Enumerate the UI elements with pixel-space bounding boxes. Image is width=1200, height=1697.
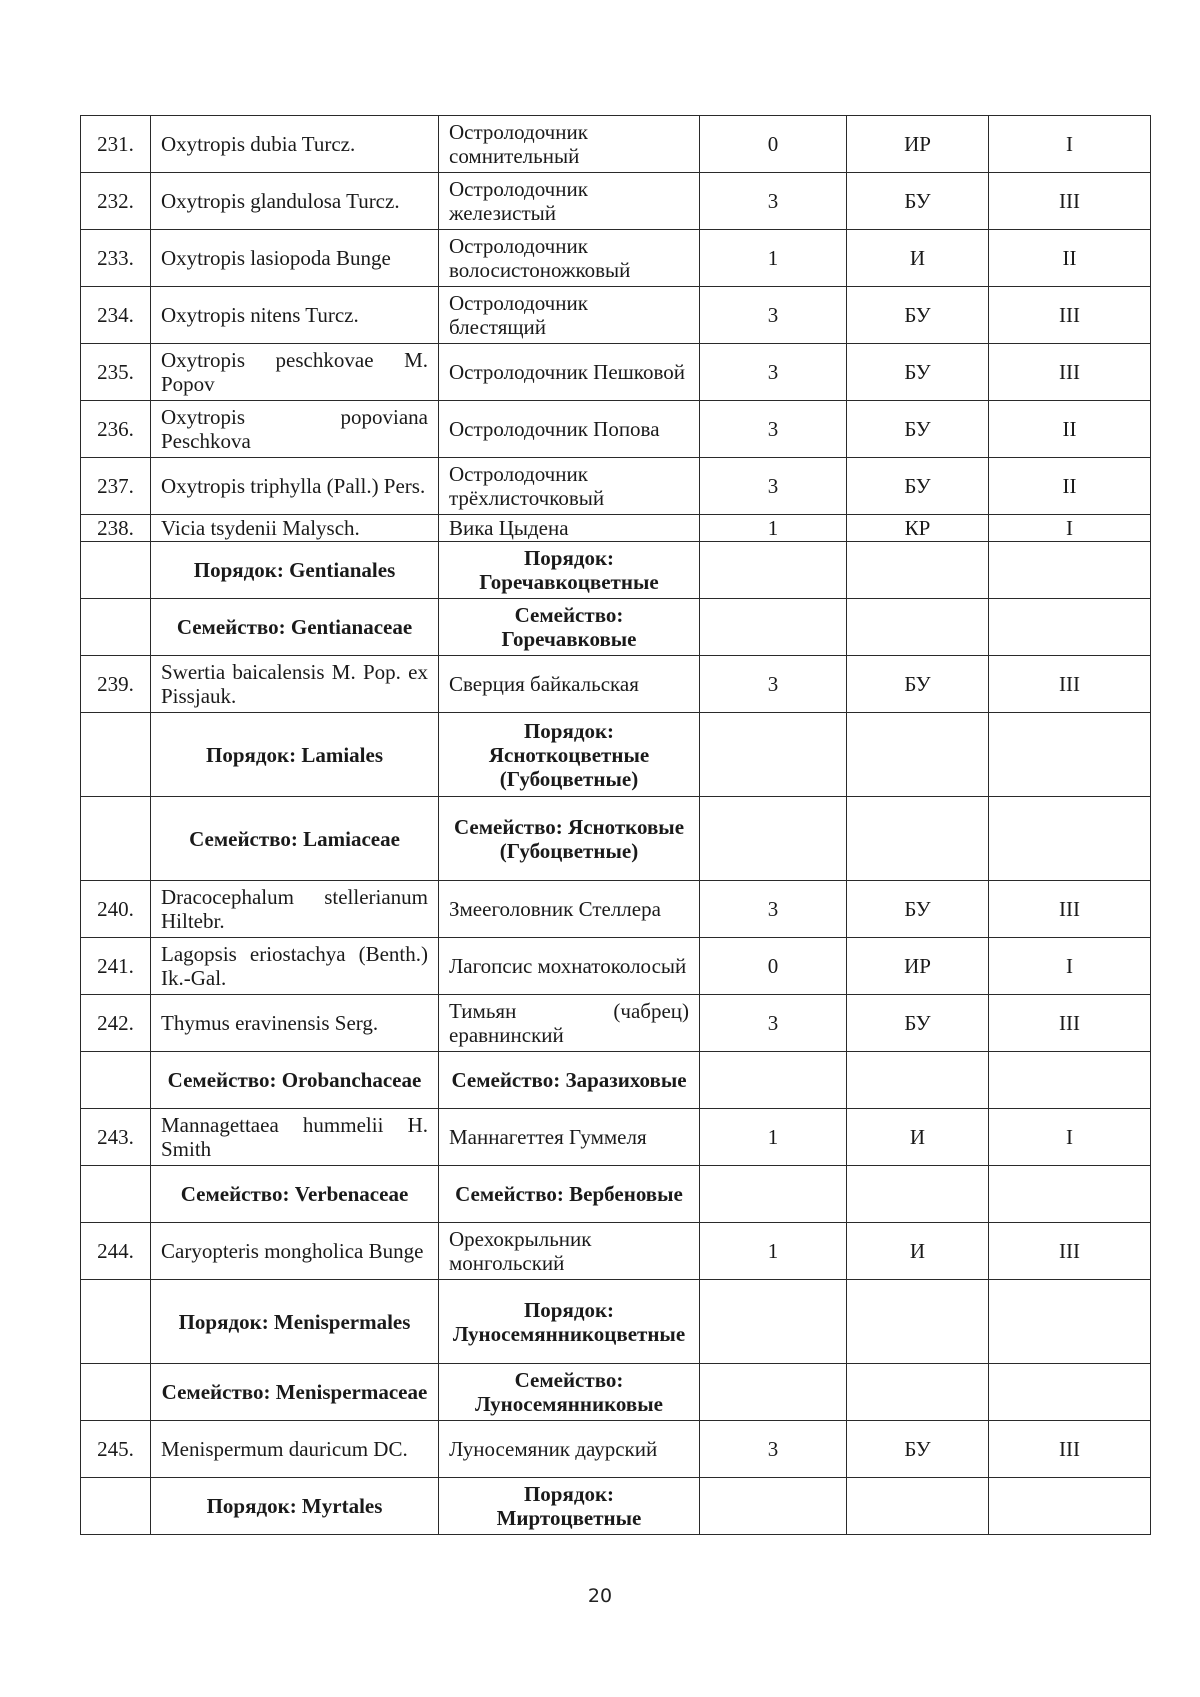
latin-name-cell: Thymus eravinensis Serg. xyxy=(151,995,439,1052)
priority-cell: III xyxy=(989,881,1151,938)
priority-cell: III xyxy=(989,287,1151,344)
priority-cell: I xyxy=(989,1109,1151,1166)
category-cell xyxy=(700,797,847,881)
table-row xyxy=(81,401,1151,458)
row-number-cell: 245. xyxy=(81,1421,151,1478)
russian-name-cell: Тимьян (чабрец) еравнинский xyxy=(439,995,700,1052)
category-cell: 3 xyxy=(700,656,847,713)
priority-cell: I xyxy=(989,515,1151,542)
table-row xyxy=(81,116,1151,173)
category-cell: 3 xyxy=(700,458,847,515)
russian-name-cell: Маннагеттея Гуммеля xyxy=(439,1109,700,1166)
status-cell: БУ xyxy=(847,401,989,458)
status-cell: И xyxy=(847,1109,989,1166)
status-cell: БУ xyxy=(847,881,989,938)
taxon-header-row xyxy=(81,542,1151,599)
russian-name-cell: Остролодочник железистый xyxy=(439,173,700,230)
row-number-cell xyxy=(81,1052,151,1109)
row-number-cell: 235. xyxy=(81,344,151,401)
russian-name-cell: Порядок: Ясноткоцветные (Губоцветные) xyxy=(439,713,700,797)
table-row xyxy=(81,230,1151,287)
latin-name-cell: Семейство: Verbenaceae xyxy=(151,1166,439,1223)
table-body xyxy=(81,116,1151,1535)
latin-name-cell: Семейство: Orobanchaceae xyxy=(151,1052,439,1109)
latin-name-cell: Порядок: Myrtales xyxy=(151,1478,439,1535)
table-row xyxy=(81,995,1151,1052)
table-row xyxy=(81,515,1151,542)
russian-name-cell: Змееголовник Стеллера xyxy=(439,881,700,938)
latin-name-cell: Семейство: Menispermaceae xyxy=(151,1364,439,1421)
priority-cell: II xyxy=(989,458,1151,515)
row-number-cell: 232. xyxy=(81,173,151,230)
taxon-header-row xyxy=(81,1052,1151,1109)
row-number-cell: 236. xyxy=(81,401,151,458)
status-cell xyxy=(847,1052,989,1109)
row-number-cell: 231. xyxy=(81,116,151,173)
russian-name-cell: Порядок: Луносемянникоцветные xyxy=(439,1280,700,1364)
priority-cell xyxy=(989,1052,1151,1109)
russian-name-cell: Орехокрыльник монгольский xyxy=(439,1223,700,1280)
status-cell xyxy=(847,797,989,881)
latin-name-cell: Порядок: Lamiales xyxy=(151,713,439,797)
status-cell xyxy=(847,1280,989,1364)
latin-name-cell: Dracocephalum stellerianum Hiltebr. xyxy=(151,881,439,938)
status-cell xyxy=(847,542,989,599)
status-cell: КР xyxy=(847,515,989,542)
category-cell: 3 xyxy=(700,1421,847,1478)
status-cell: БУ xyxy=(847,344,989,401)
category-cell: 1 xyxy=(700,1109,847,1166)
priority-cell: I xyxy=(989,938,1151,995)
latin-name-cell: Oxytropis triphylla (Pall.) Pers. xyxy=(151,458,439,515)
priority-cell: II xyxy=(989,230,1151,287)
species-table xyxy=(80,115,1151,1535)
status-cell: ИР xyxy=(847,938,989,995)
category-cell: 1 xyxy=(700,515,847,542)
priority-cell: III xyxy=(989,656,1151,713)
row-number-cell: 243. xyxy=(81,1109,151,1166)
category-cell: 3 xyxy=(700,344,847,401)
latin-name-cell: Порядок: Gentianales xyxy=(151,542,439,599)
row-number-cell: 242. xyxy=(81,995,151,1052)
status-cell: БУ xyxy=(847,173,989,230)
row-number-cell xyxy=(81,542,151,599)
latin-name-cell: Caryopteris mongholica Bunge xyxy=(151,1223,439,1280)
row-number-cell xyxy=(81,599,151,656)
priority-cell: II xyxy=(989,401,1151,458)
taxon-header-row xyxy=(81,599,1151,656)
row-number-cell xyxy=(81,1478,151,1535)
category-cell: 1 xyxy=(700,230,847,287)
category-cell: 3 xyxy=(700,287,847,344)
russian-name-cell: Остролодочник трёхлисточковый xyxy=(439,458,700,515)
row-number-cell xyxy=(81,1280,151,1364)
priority-cell: III xyxy=(989,1223,1151,1280)
category-cell xyxy=(700,1166,847,1223)
row-number-cell: 239. xyxy=(81,656,151,713)
table-row xyxy=(81,458,1151,515)
table-row xyxy=(81,173,1151,230)
priority-cell: III xyxy=(989,344,1151,401)
row-number-cell: 234. xyxy=(81,287,151,344)
russian-name-cell: Семейство: Яснотковые (Губоцветные) xyxy=(439,797,700,881)
status-cell: ИР xyxy=(847,116,989,173)
taxon-header-row xyxy=(81,1280,1151,1364)
russian-name-cell: Луносемяник даурский xyxy=(439,1421,700,1478)
latin-name-cell: Oxytropis dubia Turcz. xyxy=(151,116,439,173)
russian-name-cell: Остролодочник сомнительный xyxy=(439,116,700,173)
russian-name-cell: Семейство: Луносемянниковые xyxy=(439,1364,700,1421)
row-number-cell xyxy=(81,713,151,797)
row-number-cell xyxy=(81,1364,151,1421)
priority-cell: III xyxy=(989,1421,1151,1478)
priority-cell xyxy=(989,713,1151,797)
priority-cell xyxy=(989,1280,1151,1364)
status-cell xyxy=(847,713,989,797)
latin-name-cell: Vicia tsydenii Malysch. xyxy=(151,515,439,542)
category-cell: 0 xyxy=(700,116,847,173)
latin-name-cell: Oxytropis peschkovae M. Popov xyxy=(151,344,439,401)
status-cell xyxy=(847,599,989,656)
row-number-cell: 241. xyxy=(81,938,151,995)
russian-name-cell: Остролодочник блестящий xyxy=(439,287,700,344)
latin-name-cell: Oxytropis lasiopoda Bunge xyxy=(151,230,439,287)
row-number-cell: 233. xyxy=(81,230,151,287)
priority-cell xyxy=(989,542,1151,599)
russian-name-cell: Порядок: Миртоцветные xyxy=(439,1478,700,1535)
russian-name-cell: Сверция байкальская xyxy=(439,656,700,713)
priority-cell: I xyxy=(989,116,1151,173)
status-cell: БУ xyxy=(847,1421,989,1478)
row-number-cell: 240. xyxy=(81,881,151,938)
priority-cell xyxy=(989,599,1151,656)
status-cell: БУ xyxy=(847,287,989,344)
table-row xyxy=(81,938,1151,995)
category-cell xyxy=(700,1052,847,1109)
category-cell xyxy=(700,713,847,797)
table-row xyxy=(81,344,1151,401)
status-cell xyxy=(847,1478,989,1535)
category-cell: 0 xyxy=(700,938,847,995)
latin-name-cell: Swertia baicalensis M. Pop. ex Pissjauk. xyxy=(151,656,439,713)
category-cell: 3 xyxy=(700,173,847,230)
taxon-header-row xyxy=(81,1364,1151,1421)
table-row xyxy=(81,1223,1151,1280)
page-number: 20 xyxy=(587,1585,613,1607)
latin-name-cell: Menispermum dauricum DC. xyxy=(151,1421,439,1478)
russian-name-cell: Семейство: Заразиховые xyxy=(439,1052,700,1109)
russian-name-cell: Остролодочник волосистоножковый xyxy=(439,230,700,287)
taxon-header-row xyxy=(81,1478,1151,1535)
priority-cell: III xyxy=(989,995,1151,1052)
status-cell xyxy=(847,1166,989,1223)
category-cell: 3 xyxy=(700,995,847,1052)
row-number-cell: 238. xyxy=(81,515,151,542)
latin-name-cell: Oxytropis nitens Turcz. xyxy=(151,287,439,344)
russian-name-cell: Порядок: Горечавкоцветные xyxy=(439,542,700,599)
taxon-header-row xyxy=(81,713,1151,797)
category-cell xyxy=(700,1364,847,1421)
russian-name-cell: Семейство: Горечавковые xyxy=(439,599,700,656)
row-number-cell xyxy=(81,797,151,881)
latin-name-cell: Oxytropis popoviana Peschkova xyxy=(151,401,439,458)
table-row xyxy=(81,881,1151,938)
table-row xyxy=(81,1109,1151,1166)
priority-cell xyxy=(989,1166,1151,1223)
priority-cell: III xyxy=(989,173,1151,230)
status-cell: И xyxy=(847,230,989,287)
row-number-cell: 237. xyxy=(81,458,151,515)
latin-name-cell: Семейство: Lamiaceae xyxy=(151,797,439,881)
category-cell xyxy=(700,1478,847,1535)
russian-name-cell: Вика Цыдена xyxy=(439,515,700,542)
table-row xyxy=(81,656,1151,713)
latin-name-cell: Mannagettaea hummelii H. Smith xyxy=(151,1109,439,1166)
russian-name-cell: Семейство: Вербеновые xyxy=(439,1166,700,1223)
table-row xyxy=(81,287,1151,344)
latin-name-cell: Lagopsis eriostachya (Benth.) Ik.-Gal. xyxy=(151,938,439,995)
russian-name-cell: Лагопсис мохнатоколосый xyxy=(439,938,700,995)
category-cell xyxy=(700,1280,847,1364)
status-cell: БУ xyxy=(847,458,989,515)
status-cell: И xyxy=(847,1223,989,1280)
status-cell: БУ xyxy=(847,995,989,1052)
category-cell: 3 xyxy=(700,881,847,938)
taxon-header-row xyxy=(81,797,1151,881)
priority-cell xyxy=(989,1478,1151,1535)
row-number-cell xyxy=(81,1166,151,1223)
latin-name-cell: Порядок: Menispermales xyxy=(151,1280,439,1364)
taxon-header-row xyxy=(81,1166,1151,1223)
russian-name-cell: Остролодочник Пешковой xyxy=(439,344,700,401)
russian-name-cell: Остролодочник Попова xyxy=(439,401,700,458)
row-number-cell: 244. xyxy=(81,1223,151,1280)
status-cell xyxy=(847,1364,989,1421)
document-sheet xyxy=(80,115,1151,1535)
category-cell xyxy=(700,542,847,599)
category-cell: 1 xyxy=(700,1223,847,1280)
latin-name-cell: Oxytropis glandulosa Turcz. xyxy=(151,173,439,230)
status-cell: БУ xyxy=(847,656,989,713)
table-row xyxy=(81,1421,1151,1478)
category-cell xyxy=(700,599,847,656)
category-cell: 3 xyxy=(700,401,847,458)
priority-cell xyxy=(989,797,1151,881)
latin-name-cell: Семейство: Gentianaceae xyxy=(151,599,439,656)
priority-cell xyxy=(989,1364,1151,1421)
